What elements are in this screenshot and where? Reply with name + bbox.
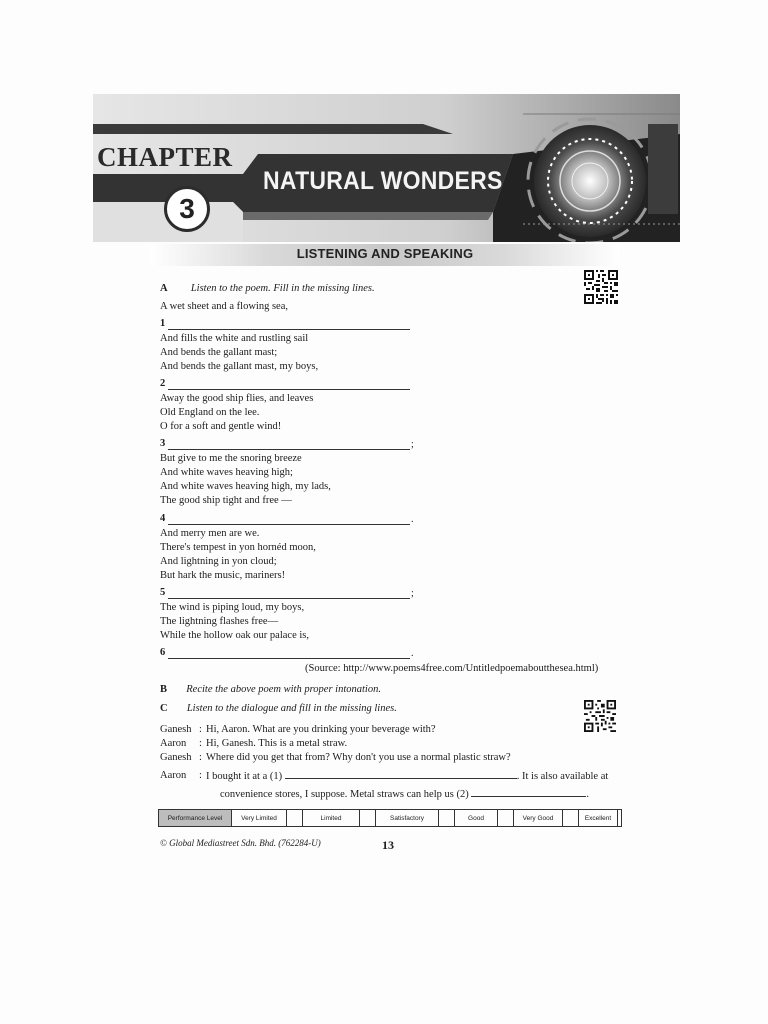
speaker-colon: : [199,752,202,763]
blank-number: 6 [160,647,166,658]
poem-line: There's tempest in yon hornéd moon, [160,542,316,553]
part-letter: A [160,283,168,294]
part-a-heading [160,282,375,295]
continuation-end: . [586,789,589,800]
answer-line[interactable] [168,389,410,390]
performance-level-label: Good [455,810,498,826]
poem-line: But hark the music, mariners! [160,570,286,581]
blank-punctuation: . [411,514,414,525]
part-c-instruction: Listen to the dialogue and fill in the missing lines. [186,703,397,714]
poem-line: Old England on the lee. [160,407,260,418]
speaker-name: Ganesh [160,752,192,763]
section-title: LISTENING AND SPEAKING [296,246,474,261]
speaker-colon: : [199,724,202,735]
performance-checkbox[interactable] [360,810,376,826]
answer-blank-6[interactable] [160,647,420,660]
blank-number: 3 [160,438,166,449]
answer-blank-4[interactable] [160,513,420,526]
part-a-instruction: Listen to the poem. Fill in the missing lines. [190,283,375,294]
performance-level-label: Limited [303,810,360,826]
dialogue-line [160,723,580,736]
dialogue-text [206,769,608,783]
answer-line[interactable] [168,524,410,525]
dialogue-line [160,751,580,764]
chapter-label: CHAPTER [97,142,233,172]
speaker-name: Ganesh [160,724,192,735]
blank-punctuation: . [411,648,414,659]
performance-checkbox[interactable] [439,810,455,826]
performance-checkbox[interactable] [618,810,621,826]
blank-punctuation: ; [411,588,414,599]
performance-checkbox[interactable] [563,810,579,826]
poem-line: A wet sheet and a flowing sea, [160,301,289,312]
qr-code-icon[interactable] [584,270,618,304]
blank-punctuation: ; [411,439,414,450]
performance-level-label: Very Limited [232,810,287,826]
poem-line: O for a soft and gentle wind! [160,421,282,432]
dialogue-text-after-blank: . It is also available at [516,771,609,782]
chapter-banner [93,94,680,242]
answer-blank-dialogue-2[interactable] [471,787,586,797]
dialogue-line [160,737,580,750]
dialogue-text-before-blank: I bought it at a (1) [206,771,283,782]
poem-line: While the hollow oak our palace is, [160,630,309,641]
answer-blank-dialogue-1[interactable] [285,769,517,779]
speaker-colon: : [199,738,202,749]
answer-line[interactable] [168,658,410,659]
part-letter: B [160,684,168,695]
answer-blank-1[interactable] [160,318,420,331]
part-b-heading [160,683,381,696]
poem-line: And merry men are we. [160,528,260,539]
speaker-name: Aaron [160,770,187,781]
poem-line: And white waves heaving high, my lads, [160,481,331,492]
performance-level-label: Satisfactory [376,810,439,826]
poem-line: The lightning flashes free— [160,616,279,627]
qr-code-icon[interactable] [584,700,616,732]
poem-line: And bends the gallant mast; [160,347,278,358]
chapter-title: NATURAL WONDERS [263,167,503,195]
answer-blank-2[interactable] [160,378,420,391]
performance-level-table [158,809,622,827]
part-letter: C [160,703,168,714]
page-number: 13 [382,838,394,852]
answer-line[interactable] [168,329,410,330]
poem-line: And fills the white and rustling sail [160,333,309,344]
blank-number: 2 [160,378,166,389]
part-b-instruction: Recite the above poem with proper intonation. [186,684,381,695]
blank-number: 4 [160,513,166,524]
speaker-name: Aaron [160,738,187,749]
poem-line: And bends the gallant mast, my boys, [160,361,319,372]
copyright-notice: © Global Mediastreet Sdn. Bhd. (762284-U) [160,838,321,848]
poem-line: Away the good ship flies, and leaves [160,393,314,404]
section-header [150,244,620,266]
dialogue-text: Hi, Aaron. What are you drinking your beverage with? [206,724,436,735]
poem-line: And lightning in yon cloud; [160,556,277,567]
answer-line[interactable] [168,598,410,599]
chapter-number: 3 [164,186,210,232]
blank-number: 1 [160,318,166,329]
dialogue-line [160,769,620,782]
answer-blank-5[interactable] [160,587,420,600]
answer-blank-3[interactable] [160,438,420,451]
dialogue-continuation [220,787,589,801]
performance-level-label: Very Good [514,810,563,826]
answer-line[interactable] [168,449,410,450]
performance-header: Performance Level [159,810,232,826]
performance-checkbox[interactable] [498,810,514,826]
poem-line: The wind is piping loud, my boys, [160,602,305,613]
dialogue-text: Hi, Ganesh. This is a metal straw. [206,738,348,749]
dialogue-text: Where did you get that from? Why don't you use a normal plastic straw? [206,752,511,763]
performance-level-label: Excellent [579,810,618,826]
continuation-text: convenience stores, I suppose. Metal straws can help us (2) [220,789,469,800]
blank-number: 5 [160,587,166,598]
speaker-colon: : [199,770,202,781]
part-c-heading [160,702,397,715]
poem-line: And white waves heaving high; [160,467,293,478]
source-citation: (Source: http://www.poems4free.com/Untitledpoemaboutthesea.html) [305,663,599,674]
performance-checkbox[interactable] [287,810,303,826]
poem-line: But give to me the snoring breeze [160,453,302,464]
poem-line: The good ship tight and free — [160,495,292,506]
